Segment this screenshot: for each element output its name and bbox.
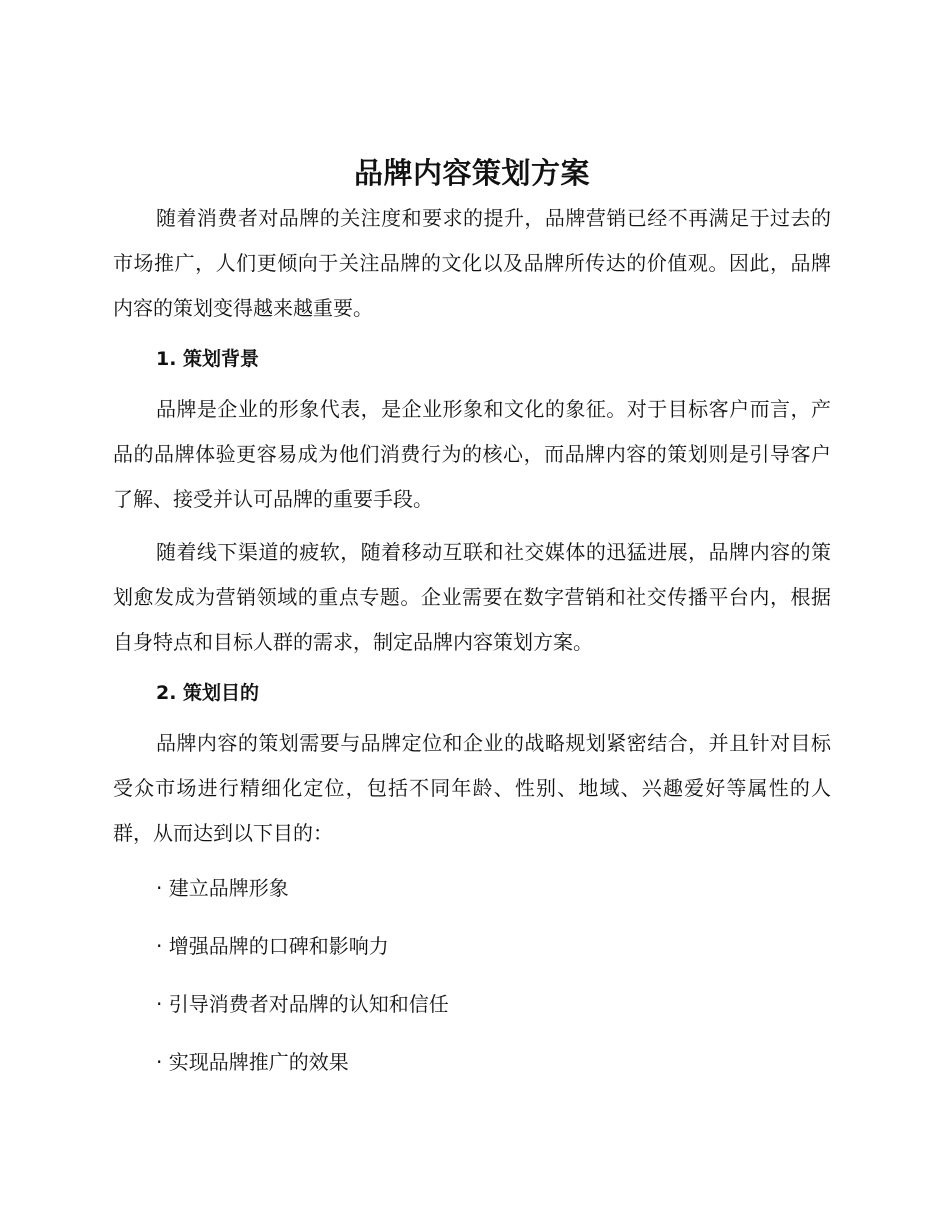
spacer xyxy=(113,1018,831,1048)
list-item: · 建立品牌形象 xyxy=(156,876,289,900)
spacer xyxy=(113,331,831,345)
list-item: · 实现品牌推广的效果 xyxy=(156,1050,349,1074)
spacer xyxy=(113,707,831,721)
section-heading-purpose: 2. 策划目的 xyxy=(156,682,260,704)
spacer xyxy=(113,960,831,990)
section-heading-background: 1. 策划背景 xyxy=(156,348,260,370)
spacer xyxy=(113,902,831,932)
purpose-paragraph: 品牌内容的策划需要与品牌定位和企业的战略规划紧密结合，并且针对目标受众市场进行精细化定位，包括不同年龄、性别、地域、兴趣爱好等属性的人群，从而达到以下目的： xyxy=(113,731,831,845)
background-paragraph-1: 品牌是企业的形象代表，是企业形象和文化的象征。对于目标客户而言，产品的品牌体验更容易成为他们消费行为的核心，而品牌内容的策划则是引导客户了解、接受并认可品牌的重要手段。 xyxy=(113,397,831,511)
spacer xyxy=(113,856,831,874)
background-paragraph-2: 随着线下渠道的疲软，随着移动互联和社交媒体的迅猛进展，品牌内容的策划愈发成为营销领域的重点专题。企业需要在数字营销和社交传播平台内，根据自身特点和目标人群的需求，制定品牌内容策划方案。 xyxy=(113,540,831,654)
document-body xyxy=(113,150,831,1076)
page-title: 品牌内容策划方案 xyxy=(353,156,590,190)
list-item: · 引导消费者对品牌的认知和信任 xyxy=(156,992,449,1016)
spacer xyxy=(113,665,831,679)
spacer xyxy=(113,522,831,530)
intro-paragraph: 随着消费者对品牌的关注度和要求的提升，品牌营销已经不再满足于过去的市场推广，人们更倾向于关注品牌的文化以及品牌所传达的价值观。因此，品牌内容的策划变得越来越重要。 xyxy=(113,206,831,320)
spacer xyxy=(113,373,831,387)
list-item: · 增强品牌的口碑和影响力 xyxy=(156,934,389,958)
